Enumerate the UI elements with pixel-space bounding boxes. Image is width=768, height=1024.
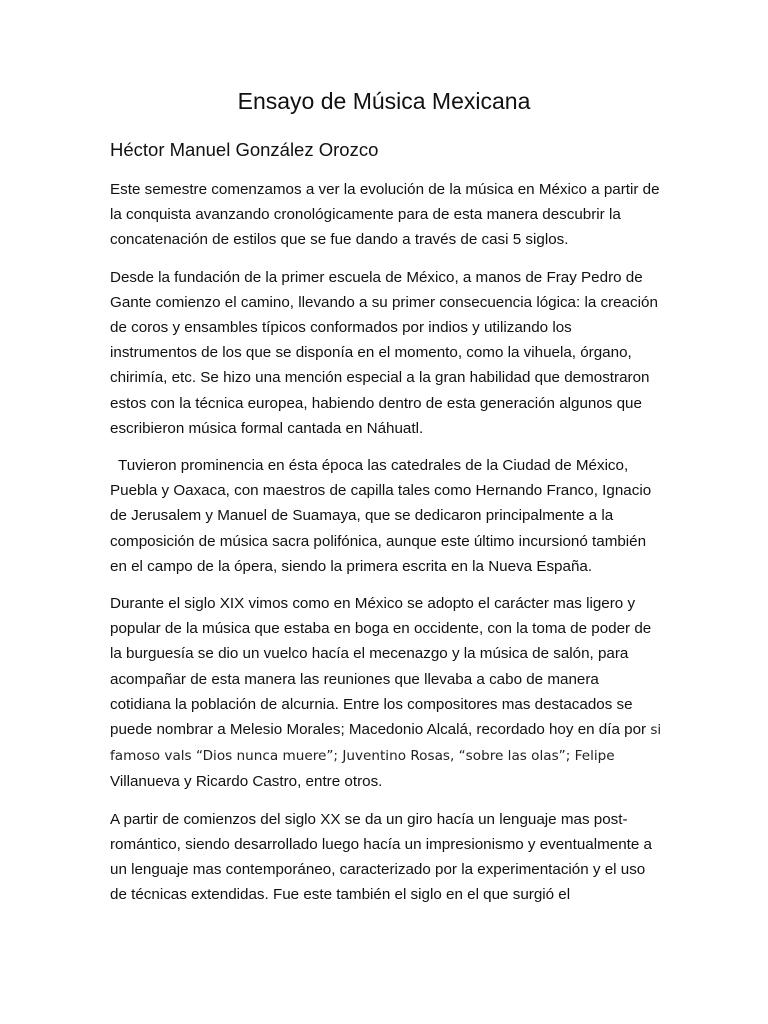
- paragraph-3: Tuvieron prominencia en ésta época las catedrales de la Ciudad de México, Puebla y Oaxaca, con maestros de capilla tales como Hernando Franco, Ignacio de Jerusalem y Manuel de Suamaya, que se dedicaron principalmente a la composición de música sacra polifónica, aunque este último incursionó también en el campo de la ópera, siendo la primera escrita en la Nueva España.: [110, 457, 652, 575]
- paragraph-4-alt-font: si famoso vals “Dios nunca muere”; Juventino Rosas, “sobre las olas”; Felipe: [110, 722, 662, 765]
- paragraph-4-end: Villanueva y Ricardo Castro, entre otros.: [110, 773, 383, 791]
- paragraph-4: [110, 591, 662, 795]
- paragraph-1: Este semestre comenzamos a ver la evolución de la música en México a partir de la conquista avanzando cronológicamente para de esta manera descubrir la concatenación de estilos que se fue dando a través de casi 5 siglos.: [110, 181, 660, 249]
- document-body: [110, 177, 662, 919]
- paragraph-2: Desde la fundación de la primer escuela de México, a manos de Fray Pedro de Gante comienzo el camino, llevando a su primer consecuencia lógica: la creación de coros y ensambles típicos conformados por indios y utilizando los instrumentos de los que se disponía en el momento, como la vihuela, órgano, chirimía, etc. Se hizo una mención especial a la gran habilidad que demostraron estos con la técnica europea, habiendo dentro de esta generación algunos que escribieron música formal cantada en Náhuatl.: [110, 268, 658, 437]
- document-author: Héctor Manuel González Orozco: [110, 139, 379, 160]
- paragraph-5: A partir de comienzos del siglo XX se da un giro hacía un lenguaje mas post-romántico, siendo desarrollado luego hacía un impresionismo y eventualmente a un lenguaje mas contemporáneo, caracterizado por la experimentación y el uso de técnicas extendidas. Fue este también el siglo en el que surgió el: [110, 810, 652, 904]
- document-title: Ensayo de Música Mexicana: [237, 88, 531, 114]
- paragraph-4-main: Durante el siglo XIX vimos como en México se adopto el carácter mas ligero y popular de la música que estaba en boga en occidente, con la toma de poder de la burguesía se dio un vuelco hacía el mecenazgo y la música de salón, para acompañar de esta manera las reuniones que llevaba a cabo de manera cotidiana la población de alcurnia. Entre los compositores mas destacados se puede nombrar a Melesio Morales; Macedonio Alcalá, recordado hoy en día por: [110, 595, 652, 739]
